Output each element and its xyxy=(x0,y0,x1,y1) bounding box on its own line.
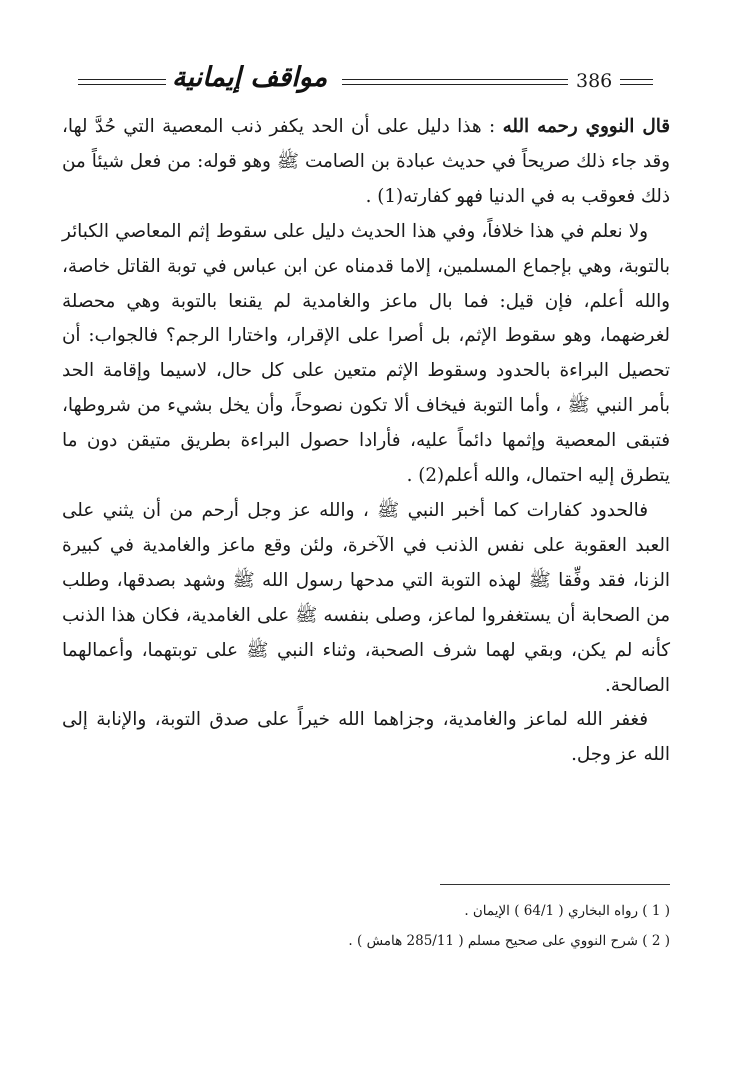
footnote-1: ( 1 ) رواه البخاري ( 64/1 ) الإيمان . xyxy=(464,903,670,919)
paragraph-text: فغفر الله لماعز والغامدية، وجزاهما الله خيراً على صدق التوبة، والإنابة إلى الله عز وجل. xyxy=(62,709,670,766)
paragraph-text: : هذا دليل على أن الحد يكفر ذنب المعصية التي حُدَّ لها، وقد جاء ذلك صريحاً في حديث عبادة بن الصامت ﷺ وهو قوله: من فعل شيئاً من ذلك فعوقب به في الدنيا فهو كفارته(1) . xyxy=(62,116,670,207)
page-header xyxy=(70,62,670,108)
footnote-2: ( 2 ) شرح النووي على صحيح مسلم ( 285/11 هامش ) . xyxy=(348,933,670,949)
footnotes xyxy=(62,896,670,956)
running-title: مواقف إيمانية xyxy=(172,62,328,93)
main-text xyxy=(62,110,670,773)
page-number: 386 xyxy=(568,70,620,92)
paragraph-3 xyxy=(62,494,670,703)
paragraph-4 xyxy=(62,703,670,773)
header-rule-right xyxy=(615,79,653,85)
header-rule-left xyxy=(78,79,166,85)
paragraph-1 xyxy=(62,110,670,215)
paragraph-2 xyxy=(62,215,670,494)
paragraph-text: فالحدود كفارات كما أخبر النبي ﷺ ، والله عز وجل أرحم من أن يثني على العبد العقوبة على نفس الذنب في الآخرة، ولئن وقع ماعز والغامدية في كبيرة الزنا، فقد وفِّقا ﷺ لهذه التوبة التي مدحها رسول الله ﷺ وشهد بصدقها، وطلب من الصحابة أن يستغفروا لماعز، وصلى بنفسه ﷺ على الغامدية، فكان هذا الذنب كأنه لم يكن، وبقي لهما شرف الصحبة، وثناء النبي ﷺ على توبتهما، وأعمالهما الصالحة. xyxy=(62,499,670,696)
paragraph-text: ولا نعلم في هذا خلافاً، وفي هذا الحديث دليل على سقوط إثم المعاصي الكبائر بالتوبة، وهي بإجماع المسلمين، إلاما قدمناه عن ابن عباس في توبة القاتل خاصة، والله أعلم، فإن قيل: فما بال ماعز والغامدية لم يقنعا بالتوبة وهي محصلة لغرضهما، وهو سقوط الإثم، بل أصرا على الإقرار، واختارا الرجم؟ فالجواب: أن تحصيل البراءة بالحدود وسقوط الإثم متعين على كل حال، لاسيما وإقامة الحد بأمر النبي ﷺ ، وأما التوبة فيخاف ألا تكون نصوحاً، وأن يخل بشيء من شروطها، فتبقى المعصية وإثمها دائماً عليه، فأرادا حصول البراءة بطريق متيقن دون ما يتطرق إليه احتمال، والله أعلم(2) . xyxy=(62,220,670,487)
footnote-separator xyxy=(440,884,670,885)
quote-attribution: قال النووي رحمه الله xyxy=(502,116,670,137)
